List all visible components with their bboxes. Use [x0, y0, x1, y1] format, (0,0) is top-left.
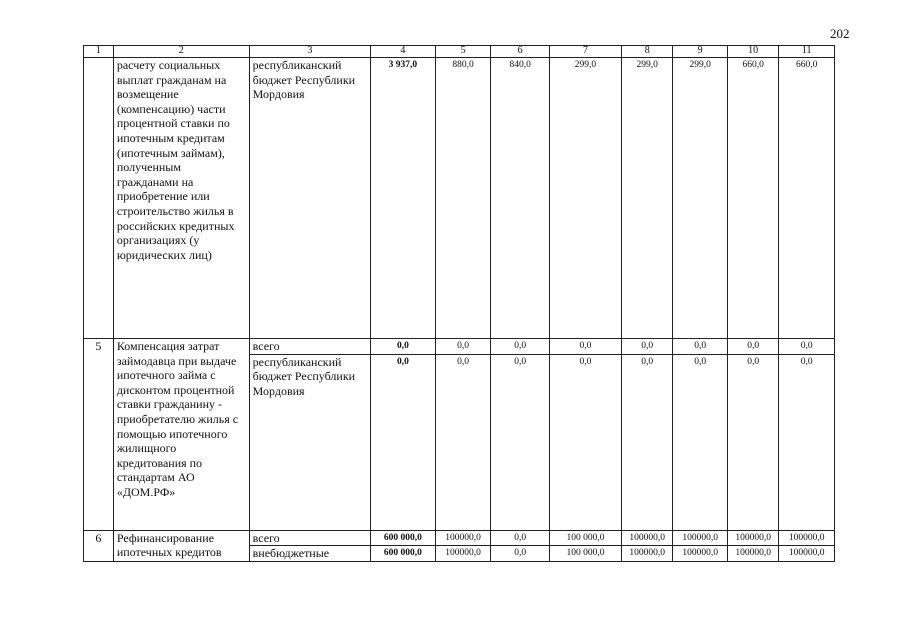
value-cell: 0,0 — [491, 530, 550, 546]
column-number: 7 — [549, 46, 621, 58]
value-cell: 600 000,0 — [371, 530, 436, 546]
value-cell: 0,0 — [779, 354, 835, 530]
value-cell: 600 000,0 — [371, 546, 436, 562]
value-cell: 0,0 — [491, 339, 550, 355]
column-number: 11 — [779, 46, 835, 58]
value-cell: 0,0 — [779, 339, 835, 355]
value-cell: 0,0 — [435, 339, 491, 355]
column-number: 4 — [371, 46, 436, 58]
value-cell: 299,0 — [673, 58, 728, 339]
column-number: 2 — [113, 46, 249, 58]
funding-source: республиканский бюджет Республики Мордовия — [249, 58, 370, 339]
column-number: 3 — [249, 46, 370, 58]
value-cell: 660,0 — [779, 58, 835, 339]
value-cell: 100000,0 — [621, 546, 672, 562]
funding-source: внебюджетные — [249, 546, 370, 562]
funding-source: всего — [249, 339, 370, 355]
value-cell: 840,0 — [491, 58, 550, 339]
budget-table — [83, 45, 835, 562]
value-cell: 100000,0 — [435, 530, 491, 546]
column-number: 9 — [673, 46, 728, 58]
measure-name: Компенсация затрат займодавца при выдаче ипотечного займа с дисконтом процентной ставки гражданину - приобретателю жилья с помощью ипотечного жилищного кредитования по стандартам АО «ДОМ.РФ» — [113, 339, 249, 531]
value-cell: 0,0 — [371, 339, 436, 355]
value-cell: 0,0 — [549, 339, 621, 355]
value-cell: 299,0 — [549, 58, 621, 339]
column-number: 8 — [621, 46, 672, 58]
value-cell: 0,0 — [673, 354, 728, 530]
value-cell: 100 000,0 — [549, 546, 621, 562]
column-number: 5 — [435, 46, 491, 58]
page-number: 202 — [830, 26, 850, 41]
row-number: 6 — [84, 530, 114, 561]
value-cell: 100000,0 — [673, 530, 728, 546]
value-cell: 0,0 — [621, 354, 672, 530]
value-cell: 880,0 — [435, 58, 491, 339]
value-cell: 0,0 — [727, 354, 778, 530]
column-number: 10 — [727, 46, 778, 58]
value-cell: 0,0 — [673, 339, 728, 355]
table-row — [84, 58, 835, 339]
value-cell: 100000,0 — [727, 546, 778, 562]
column-number: 1 — [84, 46, 114, 58]
value-cell: 100000,0 — [673, 546, 728, 562]
value-cell: 3 937,0 — [371, 58, 436, 339]
measure-name: Рефинансирование ипотечных кредитов — [113, 530, 249, 561]
value-cell: 0,0 — [435, 354, 491, 530]
value-cell: 100000,0 — [779, 530, 835, 546]
value-cell: 100 000,0 — [549, 530, 621, 546]
value-cell: 0,0 — [727, 339, 778, 355]
table-row — [84, 530, 835, 546]
table-row — [84, 339, 835, 355]
value-cell: 0,0 — [621, 339, 672, 355]
value-cell: 0,0 — [371, 354, 436, 530]
value-cell: 0,0 — [549, 354, 621, 530]
value-cell: 100000,0 — [621, 530, 672, 546]
column-number-row — [84, 46, 835, 58]
value-cell: 299,0 — [621, 58, 672, 339]
value-cell: 100000,0 — [727, 530, 778, 546]
value-cell: 100000,0 — [435, 546, 491, 562]
funding-source: всего — [249, 530, 370, 546]
funding-source: республиканский бюджет Республики Мордовия — [249, 354, 370, 530]
row-number: 5 — [84, 339, 114, 531]
row-number — [84, 58, 114, 339]
value-cell: 660,0 — [727, 58, 778, 339]
value-cell: 0,0 — [491, 354, 550, 530]
column-number: 6 — [491, 46, 550, 58]
value-cell: 0,0 — [491, 546, 550, 562]
value-cell: 100000,0 — [779, 546, 835, 562]
measure-name: расчету социальных выплат гражданам на возмещение (компенсацию) части процентной ставки по ипотечным кредитам (ипотечным займам), полученным гражданами на приобретение или строительство жилья в российских кредитных организациях (у юридических лиц) — [113, 58, 249, 339]
